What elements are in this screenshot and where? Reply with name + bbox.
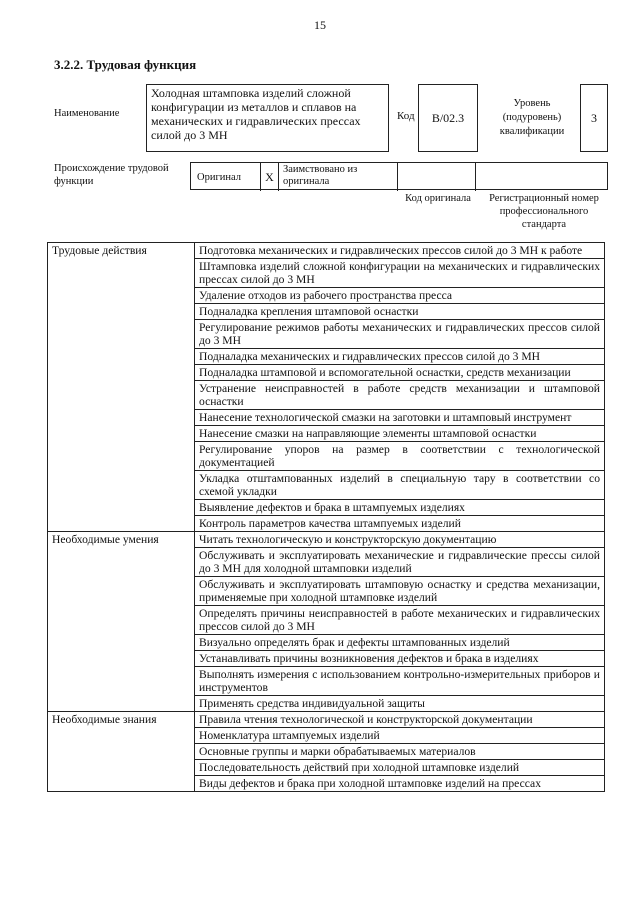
page-number: 15 [314,18,326,32]
section-item: Подналадка штамповой и вспомогательной оснастки, средств механизации [195,365,605,381]
name-value: Холодная штамповка изделий сложной конфигурации из металлов и сплавов на механических и гидравлических прессах силой до 3 МН [146,84,389,152]
section-item: Выполнять измерения с использованием контрольно-измерительных приборов и инструментов [195,667,605,696]
section-category: Необходимые умения [48,532,195,712]
reg-number-cell [476,163,609,191]
section-category: Необходимые знания [48,712,195,792]
section-item: Читать технологическую и конструкторскую документацию [195,532,605,548]
section-item: Номенклатура штампуемых изделий [195,728,605,744]
qualification-level-label: Уровень (подуровень) квалификации [499,98,565,137]
section-item: Нанесение смазки на направляющие элементы штамповой оснастки [195,426,605,442]
section-item: Устранение неисправностей в работе средств механизации и штамповой оснастки [195,381,605,410]
section-item: Укладка отштампованных изделий в специальную тару в соответствии со схемой укладки [195,471,605,500]
table-row [48,532,605,548]
section-item: Определять причины неисправностей в работе механических и гидравлических прессов силой до 3 МН [195,606,605,635]
code-original-label: Код оригинала [405,193,471,204]
code-value: B/02.3 [418,84,478,152]
table-row [48,243,605,259]
code-label: Код [397,110,415,122]
section-item: Регулирование упоров на размер в соответствии с технологической документацией [195,442,605,471]
original-label: Оригинал [191,163,261,191]
section-item: Последовательность действий при холодной штамповке изделий [195,760,605,776]
qualification-level-value: 3 [580,84,608,152]
name-label: Наименование [54,108,120,119]
section-item: Основные группы и марки обрабатываемых материалов [195,744,605,760]
section-item: Обслуживать и эксплуатировать штамповую оснастку и средства механизации, применяемые при холодной штамповке изделий [195,577,605,606]
section-item: Применять средства индивидуальной защиты [195,696,605,712]
original-code-cell [398,163,476,191]
section-item: Выявление дефектов и брака в штампуемых изделиях [195,500,605,516]
section-item: Визуально определять брак и дефекты штампованных изделий [195,635,605,651]
borrowed-label: Заимствовано из оригинала [279,163,398,191]
function-table [47,242,605,792]
origin-label: Происхождение трудовой функции [54,163,169,187]
reg-number-label: Регистрационный номер профессионального стандарта [489,193,599,230]
section-item: Нанесение технологической смазки на заготовки и штамповый инструмент [195,410,605,426]
section-item: Подготовка механических и гидравлических прессов силой до 3 МН к работе [195,243,605,259]
section-item: Удаление отходов из рабочего пространства пресса [195,288,605,304]
section-item: Подналадка крепления штамповой оснастки [195,304,605,320]
section-item: Обслуживать и эксплуатировать механические и гидравлические прессы силой до 3 МН для холодной штамповки изделий [195,548,605,577]
section-item: Контроль параметров качества штампуемых изделий [195,516,605,532]
function-table-body [48,243,605,792]
section-item: Штамповка изделий сложной конфигурации на механических и гидравлических прессах силой до 3 МН [195,259,605,288]
origin-row [190,162,608,190]
section-item: Устанавливать причины возникновения дефектов и брака в изделиях [195,651,605,667]
original-mark: X [261,163,279,191]
section-category: Трудовые действия [48,243,195,532]
section-item: Регулирование режимов работы механических и гидравлических прессов силой до 3 МН [195,320,605,349]
section-item: Правила чтения технологической и конструкторской документации [195,712,605,728]
section-item: Виды дефектов и брака при холодной штамповке изделий на прессах [195,776,605,792]
table-row [48,712,605,728]
section-item: Подналадка механических и гидравлических прессов силой до 3 МН [195,349,605,365]
section-title: 3.2.2. Трудовая функция [54,57,197,72]
